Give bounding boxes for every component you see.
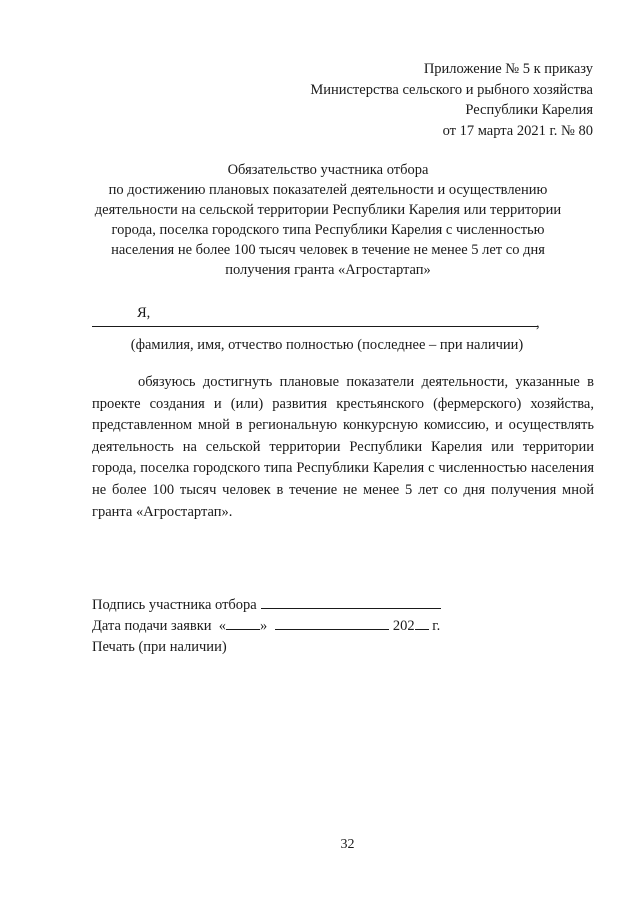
title-line: населения не более 100 тысяч человек в течение не менее 5 лет со дня (111, 242, 545, 258)
fio-caption: (фамилия, имя, отчество полностью (последнее – при наличии) (130, 337, 524, 353)
header-line: от 17 марта 2021 г. № 80 (442, 122, 593, 139)
seal-label: Печать (при наличии) (92, 639, 227, 655)
fio-comma: , (536, 315, 540, 331)
quote-close: » (260, 618, 268, 634)
title-line: получения гранта «Агростартап» (225, 262, 431, 278)
fio-blank-line[interactable] (92, 312, 538, 327)
obligation-paragraph: обязуюсь достигнуть плановые показатели деятельности, указанные в проекте создания и (или) развития крестьянского (фермерского) хозяйства, представленном мной в региональную конкурсную комиссию, и осуществлять деятельность на сельской территории Республики Карелия или территории города, поселка городского типа Республики Карелия с численностью населения не более 100 тысяч человек в течение не менее 5 лет со дня получения мной гранта «Агростартап». (92, 374, 594, 520)
year-blank[interactable] (415, 616, 429, 630)
day-blank[interactable] (226, 616, 260, 630)
title-line: Обязательство участника отбора (227, 162, 429, 178)
title-line: деятельности на сельской территории Республики Карелия или территории (94, 202, 562, 218)
date-label: Дата подачи заявки (92, 618, 212, 634)
title-line: города, поселка городского типа Республики Карелия с численностью (111, 222, 545, 238)
signature-blank[interactable] (261, 595, 441, 609)
signature-block (92, 595, 512, 658)
appendix-header (173, 59, 593, 141)
signature-row (92, 595, 512, 616)
header-line: Приложение № 5 к приказу (423, 61, 593, 77)
header-line: Министерства сельского и рыбного хозяйства (310, 81, 593, 98)
date-row (92, 616, 512, 637)
obligation-text (92, 372, 594, 523)
ya-label: Я, (137, 305, 151, 321)
quote-open: « (218, 618, 227, 634)
month-blank[interactable] (275, 616, 389, 630)
document-title (78, 160, 578, 280)
title-line: по достижению плановых показателей деятельности и осуществлению (108, 182, 548, 198)
year-suffix: г. (432, 618, 441, 634)
seal-row (92, 637, 512, 658)
header-line: Республики Карелия (465, 102, 593, 118)
signature-label: Подпись участника отбора (92, 597, 257, 613)
year-prefix: 202 (392, 618, 415, 634)
page-number: 32 (340, 837, 355, 852)
